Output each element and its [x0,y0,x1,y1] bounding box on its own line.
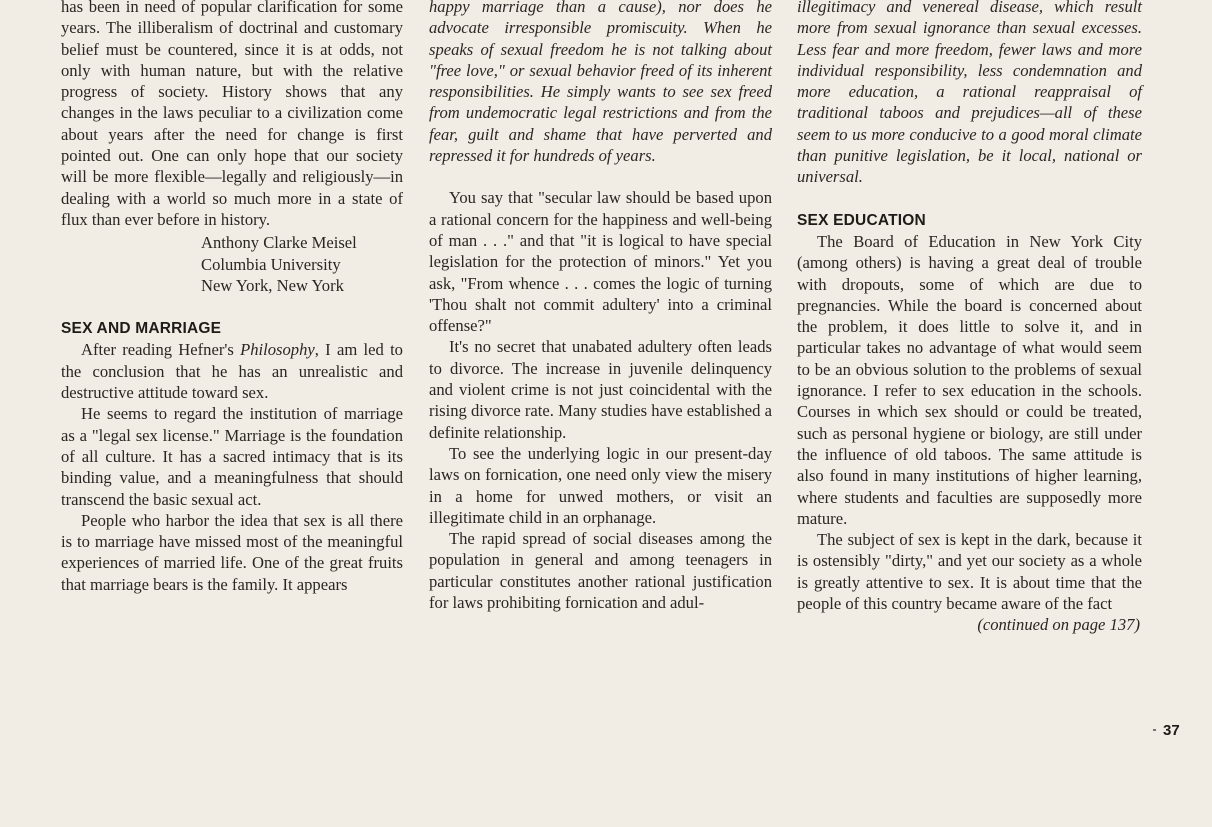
signature-name: Anthony Clarke Meisel [201,233,357,253]
section-heading: SEX AND MARRIAGE [61,320,222,338]
paragraph: To see the underlying logic in our present-day laws on fornication, one need only view the misery in a home for unwed mothers, or visit an illegitimate child in an orphanage. [429,443,772,527]
paragraph: He seems to regard the institution of marriage as a "legal sex license." Marriage is the foundation of all culture. It has a sacred intimacy that is its binding value, and a meaningfulness that should transcend the basic sexual act. [61,404,403,509]
signature-affiliation: Columbia University [201,254,341,274]
column-3 [797,0,1142,636]
paragraph [61,339,403,403]
paragraph: The rapid spread of social diseases among the population in general and among teenagers in particular constitutes another rational justification for laws prohibiting fornication and adul- [429,529,772,613]
continued-note: (continued on page 137) [977,615,1140,635]
paragraph: has been in need of popular clarification for some years. The illiberalism of doctrinal and customary belief must be countered, since it is at odds, not only with human nature, but with the relative progress of society. History shows that any changes in the laws peculiar to a civilization come about years after the need for change is first pointed out. One can only hope that our society will be more flexible—legally and religiously—in dealing with a world so much more in a state of flux than ever before in history. [61,0,403,229]
paragraph: It's no secret that unabated adultery often leads to divorce. The increase in juvenile delinquency and violent crime is not just coincidental with the rising divorce rate. Many studies have established a definite relationship. [429,337,772,442]
emphasis: Philosophy [240,340,315,360]
section-heading: SEX EDUCATION [797,211,926,229]
italic-paragraph: illegitimacy and venereal disease, which result more from sexual ignorance than sexual excesses. Less fear and more freedom, fewer laws and more individual responsibility, less condemnation and more education, a rational reappraisal of traditional taboos and prejudices—all of these seem to us more conducive to a good moral climate than punitive legislation, be it local, national or universal. [797,0,1142,187]
paragraph: You say that "secular law should be based upon a rational concern for the happiness and well-being of man . . ." and that "it is logical to have special legislation for the protection of minors." Yet you ask, "From whence . . . comes the logic of turning 'Thou shalt not commit adultery' into a criminal offense?" [429,188,772,336]
text-run: , I am led to the conclusion that he has an unrealistic and destructive attitude toward sex. [61,340,403,403]
paragraph: The Board of Education in New York City (among others) is having a great deal of trouble with dropouts, some of which are due to pregnancies. While the board is concerned about the problem, it does little to solve it, and in particular takes no advantage of what would seem to be an obvious solution to the problems of sexual ignorance. I refer to sex education in the schools. Courses in which sex should or could be treated, such as personal hygiene or biology, are still under the influence of old taboos. The same attitude is also found in many institutions of higher learning, where students and faculties are supposedly more mature. [797,231,1142,528]
column-2 [429,0,772,613]
italic-paragraph: happy marriage than a cause), nor does he advocate irresponsible promiscuity. When he speaks of sexual freedom he is not talking about "free love," or sexual behavior freed of its inherent responsibilities. He simply wants to see sex freed from undemocratic legal restrictions and from the fear, guilt and shame that have perverted and repressed it for hundreds of years. [429,0,772,166]
signature-block [61,232,403,296]
decorative-mark [1153,729,1156,731]
paragraph: The subject of sex is kept in the dark, because it is ostensibly "dirty," and yet our society as a whole is greatly attentive to sex. It is about time that the people of this country became aware of the fact [797,530,1142,614]
text-run: After reading Hefner's [81,340,241,360]
column-1 [61,0,403,595]
signature-location: New York, New York [201,275,344,295]
paragraph: People who harbor the idea that sex is all there is to marriage have missed most of the meaningful experiences of married life. One of the great fruits that marriage bears is the family. It appears [61,510,403,594]
page-number: 37 [1163,722,1180,739]
